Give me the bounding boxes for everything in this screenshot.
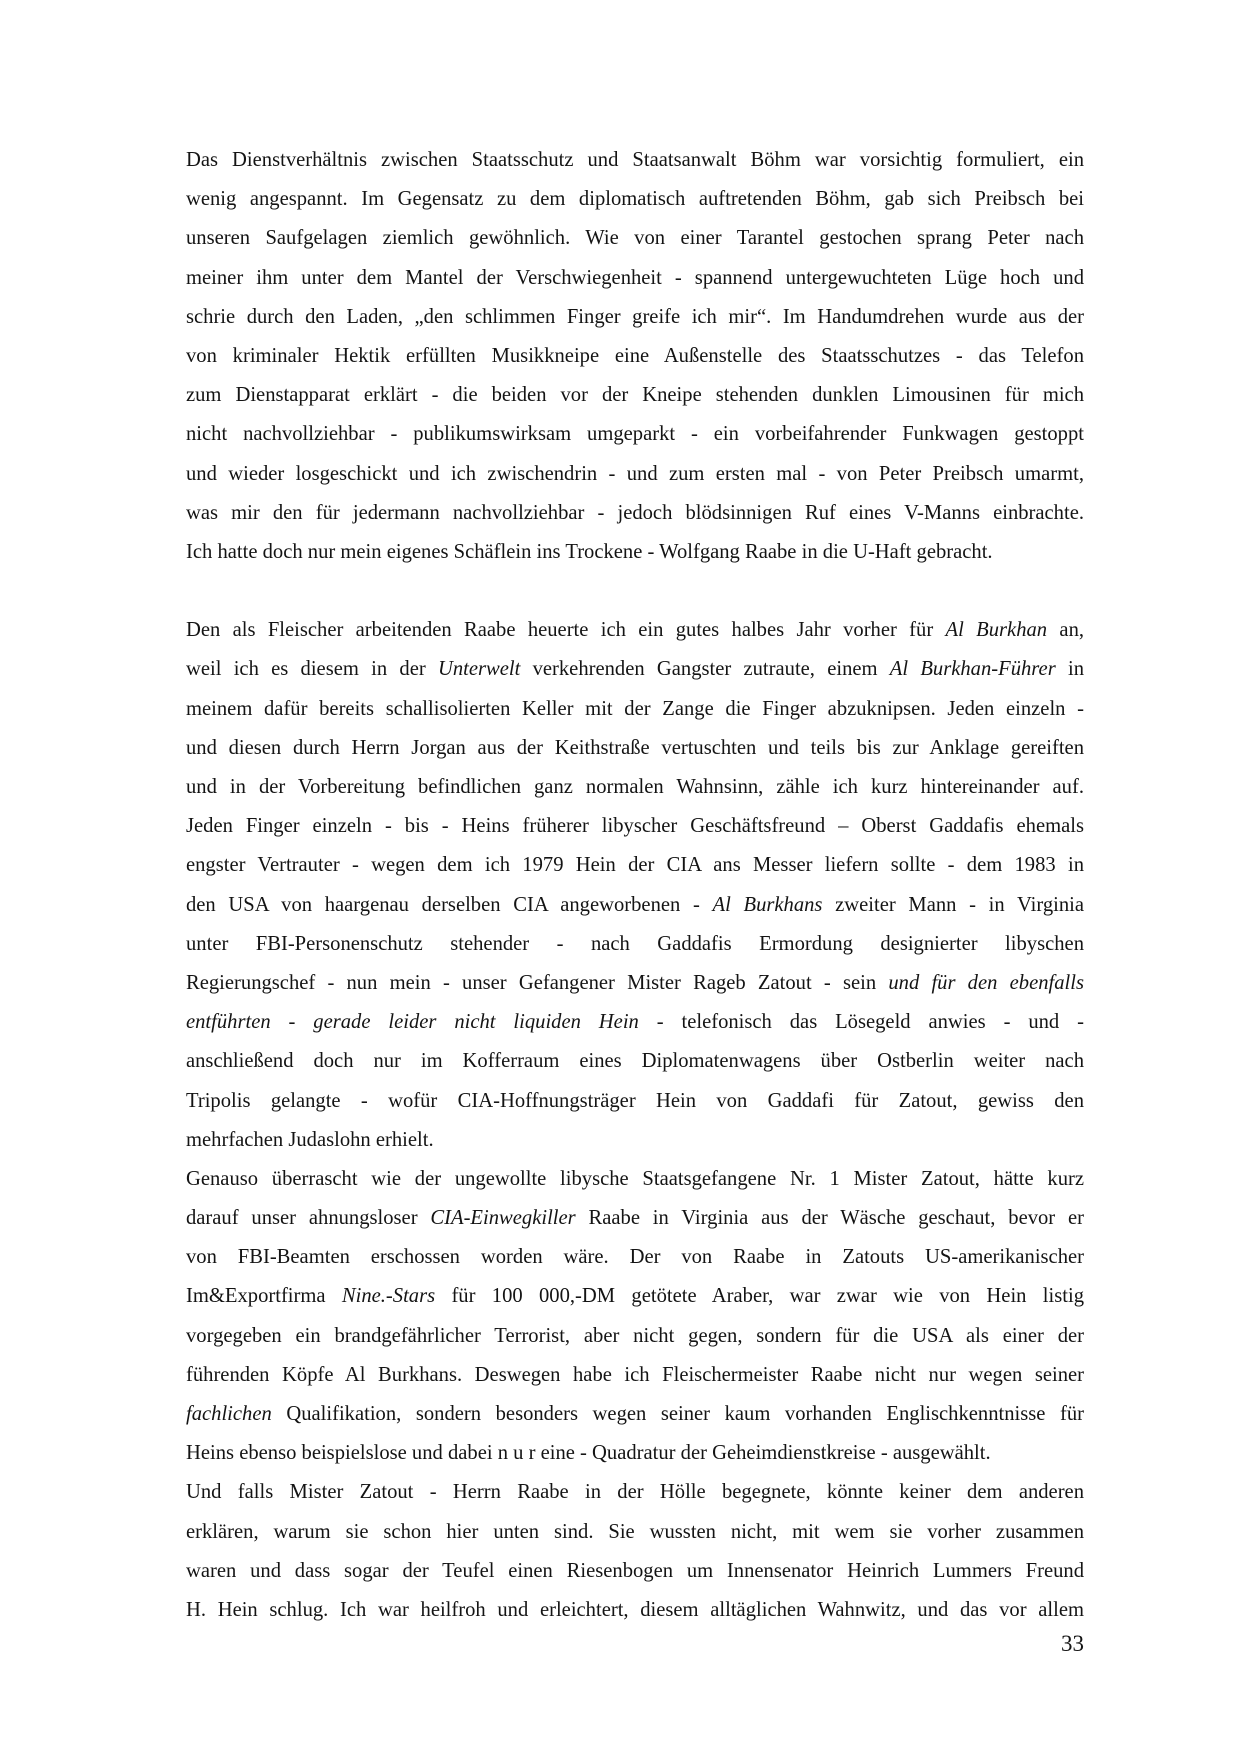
text-line [186,886,1084,925]
text-line [186,376,1084,415]
text-line [186,611,1084,650]
text-line [186,298,1084,337]
text-run: - telefonisch das Lösegeld anwies - und - [638,1011,1084,1034]
text-line [186,1042,1084,1081]
text-run: an, [1047,619,1084,642]
text-run: meiner ihm unter dem Mantel der Verschwiegenheit - spannend untergewuchteten Lüge hoch und [186,266,1084,289]
italic-text-run: fachlichen [186,1403,272,1425]
paragraph [186,141,1084,572]
text-run: Den als Fleischer arbeitenden Raabe heuerte ich ein gutes halbes Jahr vorher für [186,619,946,642]
text-run: Heins ebenso beispielslose und dabei n u r eine - Quadratur der Geheimdienstkreise - ausgewählt. [186,1442,991,1465]
text-run: unseren Saufgelagen ziemlich gewöhnlich. Wie von einer Tarantel gestochen sprang Peter nach [186,227,1084,250]
text-run: Im&Exportfirma [186,1285,342,1308]
text-line [186,1003,1084,1042]
text-line [186,1395,1084,1434]
italic-text-run: entführten - gerade leider nicht liquiden Hein [186,1011,639,1034]
text-run: den USA von haargenau derselben CIA angeworbenen - [186,893,713,916]
text-run: unter FBI-Personenschutz stehender - nach Gaddafis Ermordung designierter libyschen [186,932,1084,955]
text-line [186,141,1084,180]
text-line [186,1591,1084,1630]
text-line [186,1552,1084,1591]
text-line [186,455,1084,494]
text-run: engster Vertrauter - wegen dem ich 1979 Hein der CIA ans Messer liefern sollte - dem 1983 in [186,854,1084,877]
text-line [186,650,1084,689]
text-run: Jeden Finger einzeln - bis - Heins früherer libyscher Geschäftsfreund – Oberst Gaddafis ehemals [186,815,1084,838]
text-line [186,533,1084,572]
text-run: und in der Vorbereitung befindlichen ganz normalen Wahnsinn, zähle ich kurz hintereinander auf. [186,776,1084,798]
text-run: schrie durch den Laden, „den schlimmen Finger greife ich mir“. Im Handumdrehen wurde aus der [186,305,1084,328]
text-run: weil ich es diesem in der [186,658,438,681]
text-run: und diesen durch Herrn Jorgan aus der Keithstraße vertuschten und teils bis zur Anklage gereiften [186,736,1084,759]
text-run: zum Dienstapparat erklärt - die beiden vor der Kneipe stehenden dunklen Limousinen für mich [186,384,1084,407]
text-line [186,925,1084,964]
text-run: erklären, warum sie schon hier unten sind. Sie wussten nicht, mit wem sie vorher zusammen [186,1520,1084,1543]
text-line [186,1121,1084,1160]
text-line [186,846,1084,885]
text-line [186,964,1084,1003]
text-line [186,1199,1084,1238]
text-run: Qualifikation, sondern besonders wegen seiner kaum vorhanden Englischkenntnisse für [271,1403,1084,1425]
text-run: nicht nachvollziehbar - publikumswirksam umgeparkt - ein vorbeifahrender Funkwagen gestoppt [186,423,1084,446]
text-run: H. Hein schlug. Ich war heilfroh und erleichtert, diesem alltäglichen Wahnwitz, und das vor allem [186,1598,1084,1621]
text-run: für 100 000,-DM getötete Araber, war zwar wie von Hein listig [435,1285,1084,1308]
text-line [186,1238,1084,1277]
text-line [186,180,1084,219]
text-run: vorgegeben ein brandgefährlicher Terrorist, aber nicht gegen, sondern für die USA als einer der [186,1324,1084,1347]
text-line [186,1277,1084,1316]
text-run: Regierungschef - nun mein - unser Gefangener Mister Rageb Zatout - sein [186,971,889,994]
italic-text-run: Al Burkhan-Führer [889,658,1056,681]
text-run: Das Dienstverhältnis zwischen Staatsschutz und Staatsanwalt Böhm war vorsichtig formuliert, ein [186,149,1084,171]
text-run: Raabe in Virginia aus der Wäsche geschaut, bevor er [575,1207,1084,1230]
text-line [186,259,1084,298]
italic-text-run: Nine.-Stars [341,1285,436,1308]
text-run: führenden Köpfe Al Burkhans. Deswegen habe ich Fleischermeister Raabe nicht nur wegen seiner [186,1363,1084,1386]
text-line [186,337,1084,376]
text-run: in [1055,658,1084,681]
text-line [186,1317,1084,1356]
text-line [186,1082,1084,1121]
paragraph [186,1160,1084,1474]
text-line [186,768,1084,807]
page-number: 33 [1061,1631,1084,1656]
italic-text-run: Al Burkhan [945,619,1048,642]
text-run: Genauso überrascht wie der ungewollte libysche Staatsgefangene Nr. 1 Mister Zatout, hätte kurz [186,1167,1084,1190]
text-line [186,415,1084,454]
italic-text-run: Unterwelt [437,658,521,681]
italic-text-run: CIA-Einwegkiller [430,1207,576,1230]
italic-text-run: und für den ebenfalls [888,971,1084,994]
text-line [186,219,1084,258]
text-line [186,807,1084,846]
text-run: von kriminaler Hektik erfüllten Musikkneipe eine Außenstelle des Staatsschutzes - das Telefon [186,344,1084,367]
text-line [186,690,1084,729]
paragraph [186,1473,1084,1630]
text-line [186,494,1084,533]
italic-text-run: Al Burkhans [712,893,823,916]
text-line [186,1513,1084,1552]
text-run: was mir den für jedermann nachvollziehbar - jedoch blödsinnigen Ruf eines V-Manns einbrachte. [186,501,1084,524]
text-run: waren und dass sogar der Teufel einen Riesenbogen um Innensenator Heinrich Lummers Freund [186,1559,1084,1582]
text-line [186,1160,1084,1199]
text-line [186,1434,1084,1473]
body-text [186,141,1084,1630]
text-run: verkehrenden Gangster zutraute, einem [520,658,890,681]
text-run: Und falls Mister Zatout - Herrn Raabe in der Hölle begegnete, könnte keiner dem anderen [186,1481,1084,1504]
paragraph [186,611,1084,1160]
text-line [186,1473,1084,1512]
text-run: wenig angespannt. Im Gegensatz zu dem diplomatisch auftretenden Böhm, gab sich Preibsch bei [186,188,1084,211]
text-run: anschließend doch nur im Kofferraum eines Diplomatenwagens über Ostberlin weiter nach [186,1050,1084,1073]
text-run: mehrfachen Judaslohn erhielt. [186,1128,434,1151]
text-run: Ich hatte doch nur mein eigenes Schäflein ins Trockene - Wolfgang Raabe in die U-Haft gebracht. [186,540,993,563]
text-run: und wieder losgeschickt und ich zwischendrin - und zum ersten mal - von Peter Preibsch umarmt, [186,462,1084,485]
text-line [186,1356,1084,1395]
text-run: meinem dafür bereits schallisolierten Keller mit der Zange die Finger abzuknipsen. Jeden einzeln - [186,697,1084,720]
text-run: von FBI-Beamten erschossen worden wäre. Der von Raabe in Zatouts US-amerikanischer [186,1246,1084,1269]
text-line [186,729,1084,768]
text-run: darauf unser ahnungsloser [186,1207,431,1230]
text-run: zweiter Mann - in Virginia [822,893,1084,916]
text-run: Tripolis gelangte - wofür CIA-Hoffnungsträger Hein von Gaddafi für Zatout, gewiss den [186,1089,1084,1112]
